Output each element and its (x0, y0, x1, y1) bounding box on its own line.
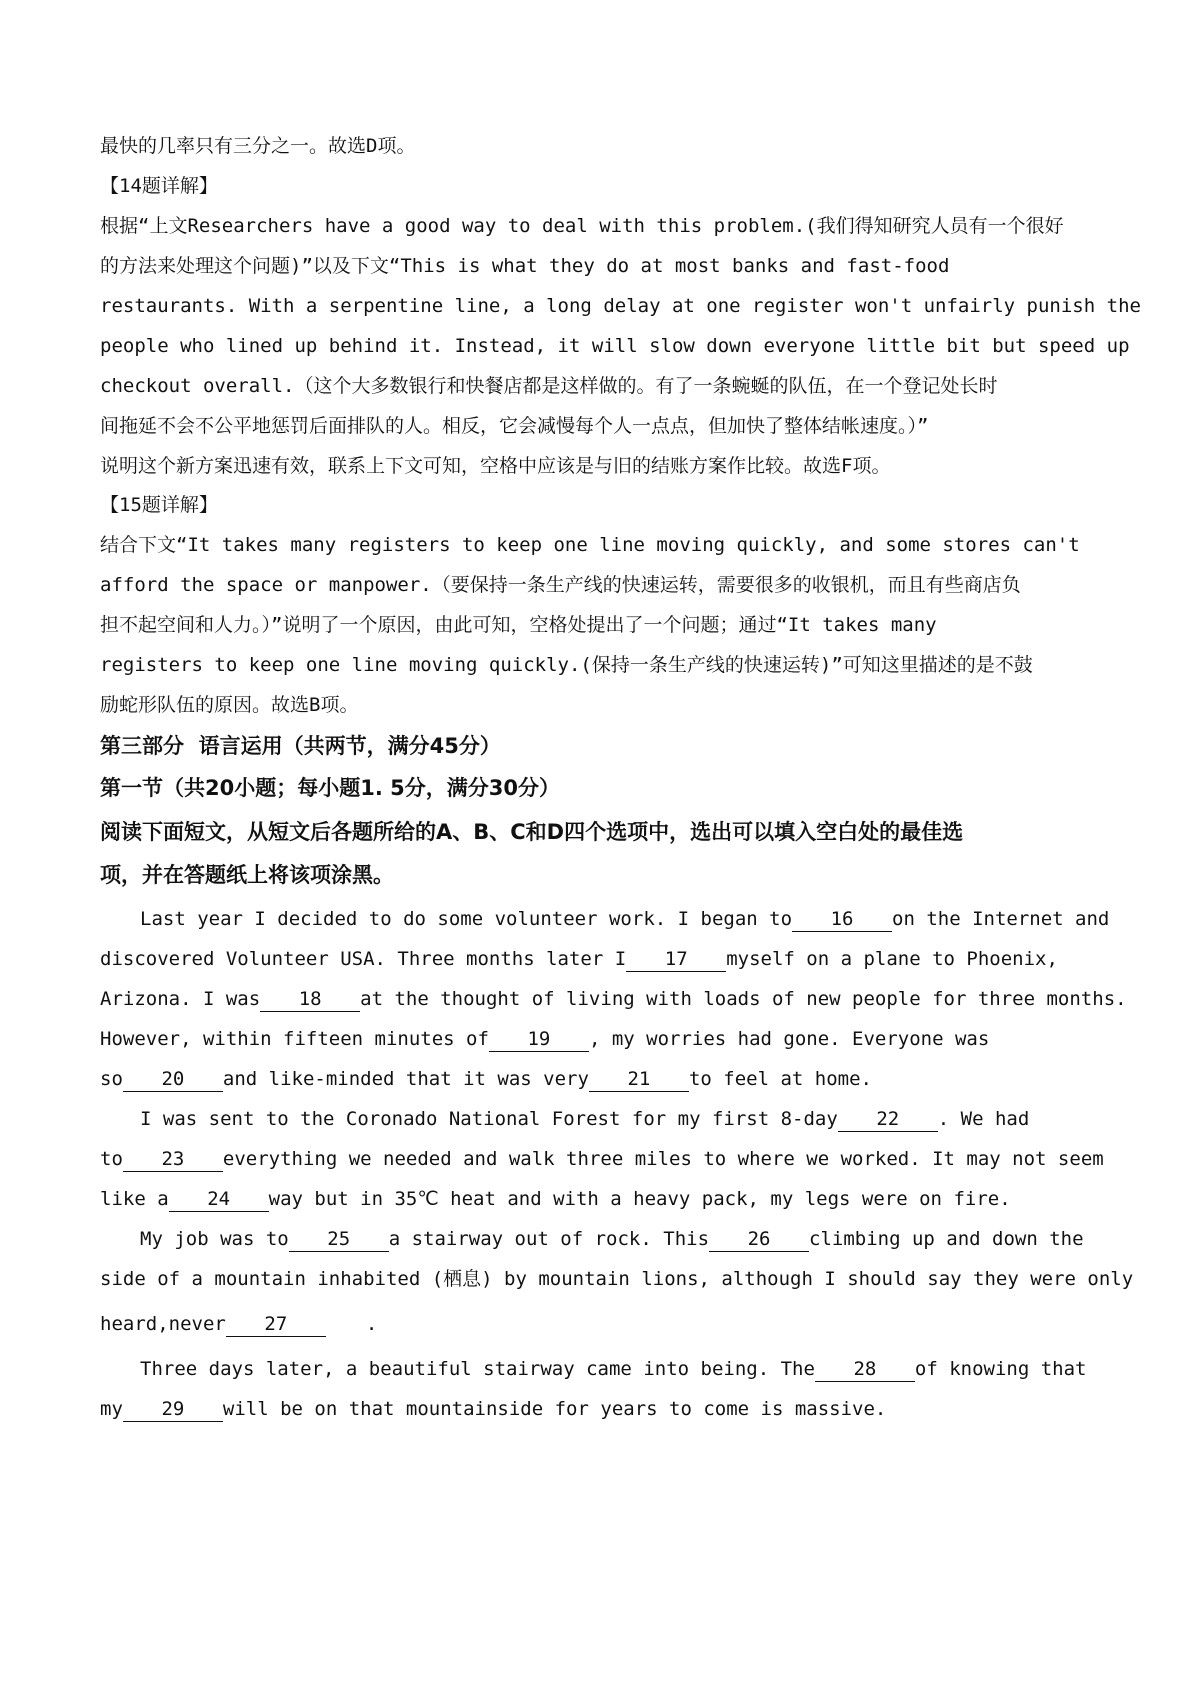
passage-line (100, 1025, 989, 1053)
passage-text: myself on a plane to Phoenix, (726, 948, 1058, 970)
passage-line: side of a mountain inhabited (栖息) by mountain lions, although I should say they were only (100, 1268, 1134, 1290)
passage-text: will be on that mountainside for years to come is massive. (222, 1398, 887, 1420)
passage-line (100, 1395, 886, 1423)
passage-text: so (100, 1068, 123, 1090)
passage-line (100, 1185, 1011, 1213)
passage-line (100, 1065, 872, 1093)
blank-16: 16 (792, 907, 892, 932)
passage-text: at the thought of living with loads of new people for three months. (360, 988, 1127, 1010)
passage-text: climbing up and down the (809, 1228, 1084, 1250)
text-line: 说明这个新方案迅速有效，联系上下文可知，空格中应该是与旧的结账方案作比较。故选F项。 (100, 455, 891, 477)
passage-text: I was sent to the Coronado National Forest for my first 8-day (140, 1108, 838, 1130)
blank-29: 29 (123, 1397, 223, 1422)
blank-25: 25 (289, 1227, 389, 1252)
passage-line (140, 1355, 1087, 1383)
section-label-14: 【14题详解】 (100, 175, 218, 197)
text-line: restaurants. With a serpentine line, a long delay at one register won't unfairly punish the (100, 295, 1141, 317)
passage-line (100, 1310, 377, 1338)
passage-line (140, 905, 1109, 933)
passage-text: to feel at home. (688, 1068, 872, 1090)
passage-text: on the Internet and (892, 908, 1110, 930)
text-line: 的方法来处理这个问题)”以及下文“This is what they do at most banks and fast-food (100, 255, 950, 277)
passage-line (100, 1145, 1104, 1173)
section-label-15: 【15题详解】 (100, 494, 218, 516)
passage-text: heard,never (100, 1313, 226, 1335)
passage-line (140, 1225, 1084, 1253)
passage-text: Last year I decided to do some volunteer work. I began to (140, 908, 793, 930)
passage-line (100, 945, 1058, 973)
passage-line (100, 985, 1127, 1013)
text-line: 结合下文“It takes many registers to keep one line moving quickly, and some stores can't (100, 534, 1080, 556)
blank-18: 18 (260, 987, 360, 1012)
passage-text: to (100, 1148, 123, 1170)
blank-24: 24 (169, 1187, 269, 1212)
text-line: 担不起空间和人力。）”说明了一个原因，由此可知，空格处提出了一个问题；通过“It takes many (100, 614, 937, 636)
instructions-line: 项，并在答题纸上将该项涂黑。 (100, 863, 394, 887)
blank-27: 27 (226, 1312, 326, 1337)
passage-text: . We had (937, 1108, 1030, 1130)
text-line: people who lined up behind it. Instead, it will slow down everyone little bit but speed up (100, 335, 1130, 357)
blank-17: 17 (626, 947, 726, 972)
passage-text: of knowing that (914, 1358, 1087, 1380)
blank-26: 26 (709, 1227, 809, 1252)
text-line: 最快的几率只有三分之一。故选D项。 (100, 135, 416, 157)
text-line: afford the space or manpower.（要保持一条生产线的快速运转，需要很多的收银机，而且有些商店负 (100, 574, 1021, 596)
passage-text: and like-minded that it was very (222, 1068, 589, 1090)
passage-text: a stairway out of rock. This (388, 1228, 710, 1250)
passage-text: everything we needed and walk three miles to where we worked. It may not seem (222, 1148, 1104, 1170)
passage-text: However, within fifteen minutes of (100, 1028, 489, 1050)
text-line: checkout overall.（这个大多数银行和快餐店都是这样做的。有了一条蜿蜒的队伍，在一个登记处长时 (100, 375, 998, 397)
passage-text: My job was to (140, 1228, 289, 1250)
blank-20: 20 (123, 1067, 223, 1092)
passage-text: way but in 35℃ heat and with a heavy pack, my legs were on fire. (268, 1188, 1011, 1210)
passage-text: Arizona. I was (100, 988, 261, 1010)
section-heading: 第一节（共20小题；每小题1. 5分，满分30分） (100, 776, 560, 800)
blank-23: 23 (123, 1147, 223, 1172)
passage-text: Three days later, a beautiful stairway came into being. The (140, 1358, 815, 1380)
blank-28: 28 (815, 1357, 915, 1382)
passage-line (140, 1105, 1029, 1133)
blank-22: 22 (838, 1107, 938, 1132)
text-line: 间拖延不会不公平地惩罚后面排队的人。相反，它会减慢每个人一点点，但加快了整体结帐速度。）” (100, 415, 929, 437)
blank-19: 19 (489, 1027, 589, 1052)
text-line: registers to keep one line moving quickly.(保持一条生产线的快速运转)”可知这里描述的是不鼓 (100, 654, 1033, 676)
instructions-line: 阅读下面短文，从短文后各题所给的A、B、C和D四个选项中，选出可以填入空白处的最佳选 (100, 820, 964, 844)
passage-text: discovered Volunteer USA. Three months later I (100, 948, 627, 970)
passage-text: like a (100, 1188, 169, 1210)
passage-text: , my worries had gone. Everyone was (588, 1028, 990, 1050)
passage-text: my (100, 1398, 123, 1420)
passage-text: . (365, 1313, 378, 1335)
text-line: 根据“上文Researchers have a good way to deal with this problem.(我们得知研究人员有一个很好 (100, 215, 1064, 237)
blank-21: 21 (589, 1067, 689, 1092)
part-heading: 第三部分 语言运用（共两节，满分45分） (100, 734, 501, 758)
text-line: 励蛇形队伍的原因。故选B项。 (100, 694, 359, 716)
